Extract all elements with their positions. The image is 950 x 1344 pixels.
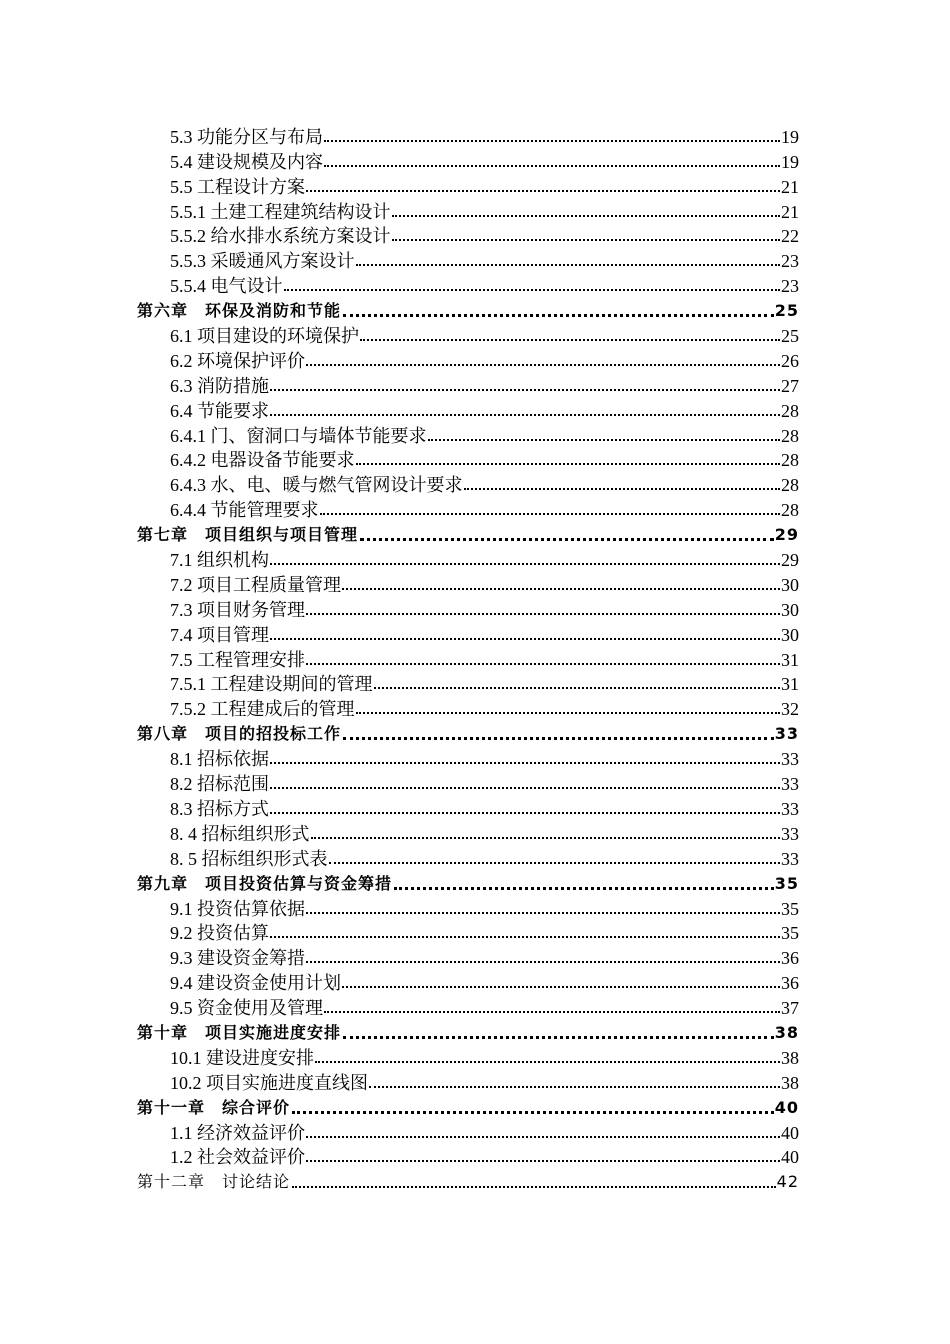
toc-entry-page-number: 30	[781, 624, 799, 645]
toc-entry-page-number: 35	[781, 898, 799, 919]
toc-entry-page-number: 19	[781, 126, 799, 147]
toc-entry-title: 第七章 项目组织与项目管理	[137, 525, 359, 545]
toc-entry-title: 9.4 建设资金使用计划	[170, 973, 341, 994]
toc-entry-title: 7.2 项目工程质量管理	[170, 574, 341, 595]
toc-entry-title: 9.5 资金使用及管理	[170, 998, 323, 1019]
toc-section-entry[interactable]	[137, 423, 799, 448]
toc-section-entry[interactable]	[137, 273, 799, 298]
toc-entry-page-number: 35	[781, 923, 799, 944]
dot-leader	[306, 1136, 780, 1138]
dot-leader	[392, 215, 781, 217]
toc-entry-title: 7.4 项目管理	[170, 624, 269, 645]
toc-section-entry[interactable]	[137, 746, 799, 771]
dot-leader	[369, 1086, 780, 1088]
toc-entry-page-number: 38	[781, 1047, 799, 1068]
toc-entry-page-number: 40	[781, 1147, 799, 1168]
dot-leader	[270, 787, 780, 789]
toc-section-entry[interactable]	[137, 497, 799, 522]
toc-entry-page-number: 40	[781, 1122, 799, 1143]
toc-entry-page-number: 28	[781, 450, 799, 471]
toc-section-entry[interactable]	[137, 248, 799, 273]
toc-entry-title: 5.5.3 采暖通风方案设计	[170, 251, 355, 272]
toc-entry-title: 第十章 项目实施进度安排	[137, 1022, 342, 1042]
toc-chapter-entry[interactable]	[137, 721, 799, 746]
dot-leader	[343, 1036, 774, 1039]
toc-entry-page-number: 23	[781, 276, 799, 297]
dot-leader	[270, 389, 780, 391]
dot-leader	[311, 837, 781, 839]
dot-leader	[270, 414, 780, 416]
toc-entry-page-number: 30	[781, 574, 799, 595]
toc-entry-page-number: 30	[781, 599, 799, 620]
toc-section-entry[interactable]	[137, 398, 799, 423]
toc-entry-title: 7.5.2 工程建成后的管理	[170, 699, 355, 720]
toc-entry-page-number: 23	[781, 251, 799, 272]
dot-leader	[392, 239, 781, 241]
toc-section-entry[interactable]	[137, 174, 799, 199]
toc-entry-page-number: 31	[781, 649, 799, 670]
dot-leader	[320, 513, 781, 515]
toc-section-entry[interactable]	[137, 945, 799, 970]
toc-entry-title: 6.1 项目建设的环境保护	[170, 326, 359, 347]
toc-entry-title: 7.3 项目财务管理	[170, 599, 305, 620]
dot-leader	[343, 314, 774, 317]
toc-entry-title: 7.5.1 工程建设期间的管理	[170, 674, 373, 695]
toc-entry-page-number: 33	[781, 848, 799, 869]
toc-entry-title: 7.1 组织机构	[170, 550, 269, 571]
dot-leader	[342, 588, 780, 590]
toc-entry-title: 9.3 建设资金筹措	[170, 948, 305, 969]
toc-entry-title: 1.1 经济效益评价	[170, 1122, 305, 1143]
toc-entry-page-number: 25	[781, 326, 799, 347]
toc-entry-page-number: 33	[781, 798, 799, 819]
toc-entry-page-number: 33	[781, 823, 799, 844]
toc-entry-title: 6.4.1 门、窗洞口与墙体节能要求	[170, 425, 427, 446]
toc-section-entry[interactable]	[137, 995, 799, 1020]
toc-section-entry[interactable]	[137, 448, 799, 473]
dot-leader	[464, 488, 781, 490]
toc-entry-page-number: 33	[781, 774, 799, 795]
dot-leader	[329, 862, 781, 864]
toc-entry-page-number: 28	[781, 500, 799, 521]
toc-section-entry[interactable]	[137, 970, 799, 995]
toc-entry-title: 6.4.3 水、电、暖与燃气管网设计要求	[170, 475, 463, 496]
toc-entry-title: 第九章 项目投资估算与资金筹措	[137, 873, 393, 893]
toc-section-entry[interactable]	[137, 348, 799, 373]
toc-entry-page-number: 40	[774, 1097, 799, 1117]
toc-entry-title: 5.3 功能分区与布局	[170, 126, 323, 147]
dot-leader	[306, 190, 780, 192]
toc-section-entry[interactable]	[137, 323, 799, 348]
dot-leader	[356, 264, 781, 266]
toc-section-entry[interactable]	[137, 796, 799, 821]
toc-chapter-entry[interactable]	[137, 298, 799, 323]
dot-leader	[292, 1186, 776, 1188]
dot-leader	[315, 1061, 780, 1063]
toc-entry-page-number: 27	[781, 375, 799, 396]
toc-entry-page-number: 36	[781, 973, 799, 994]
toc-section-entry[interactable]	[137, 373, 799, 398]
dot-leader	[270, 812, 780, 814]
toc-entry-title: 9.2 投资估算	[170, 923, 269, 944]
toc-section-entry[interactable]	[137, 1120, 799, 1145]
toc-section-entry[interactable]	[137, 896, 799, 921]
toc-entry-title: 8.1 招标依据	[170, 749, 269, 770]
toc-entry-page-number: 42	[776, 1172, 799, 1192]
toc-entry-page-number: 29	[774, 525, 799, 545]
toc-entry-title: 6.2 环境保护评价	[170, 350, 305, 371]
toc-entry-page-number: 28	[781, 475, 799, 496]
toc-section-entry[interactable]	[137, 771, 799, 796]
dot-leader	[356, 463, 781, 465]
toc-entry-title: 6.4 节能要求	[170, 400, 269, 421]
dot-leader	[356, 712, 781, 714]
toc-entry-title: 8.3 招标方式	[170, 798, 269, 819]
toc-entry-page-number: 26	[781, 350, 799, 371]
toc-entry-page-number: 33	[781, 749, 799, 770]
toc-section-entry[interactable]	[137, 547, 799, 572]
toc-entry-title: 1.2 社会效益评价	[170, 1147, 305, 1168]
toc-section-entry[interactable]	[137, 224, 799, 249]
toc-section-entry[interactable]	[137, 199, 799, 224]
toc-entry-page-number: 33	[774, 724, 799, 744]
toc-entry-page-number: 32	[781, 699, 799, 720]
toc-section-entry[interactable]	[137, 921, 799, 946]
dot-leader	[306, 364, 780, 366]
toc-entry-title: 8. 4 招标组织形式	[170, 823, 310, 844]
toc-entry-title: 5.4 建设规模及内容	[170, 151, 323, 172]
toc-section-entry[interactable]	[137, 472, 799, 497]
toc-section-entry[interactable]	[137, 1045, 799, 1070]
dot-leader	[270, 563, 780, 565]
toc-entry-page-number: 19	[781, 151, 799, 172]
toc-entry-page-number: 38	[781, 1072, 799, 1093]
toc-chapter-entry[interactable]	[137, 1020, 799, 1045]
toc-section-entry[interactable]	[137, 1070, 799, 1095]
dot-leader	[306, 912, 780, 914]
toc-entry-page-number: 31	[781, 674, 799, 695]
dot-leader	[342, 986, 780, 988]
toc-chapter-entry[interactable]	[137, 522, 799, 547]
toc-entry-title: 5.5.4 电气设计	[170, 276, 283, 297]
toc-entry-title: 10.2 项目实施进度直线图	[170, 1072, 368, 1093]
dot-leader	[306, 961, 780, 963]
toc-entry-page-number: 37	[781, 998, 799, 1019]
toc-entry-page-number: 29	[781, 550, 799, 571]
toc-entry-title: 6.4.4 节能管理要求	[170, 500, 319, 521]
dot-leader	[270, 762, 780, 764]
toc-chapter-entry[interactable]	[137, 1095, 799, 1120]
toc-entry-title: 7.5 工程管理安排	[170, 649, 305, 670]
dot-leader	[374, 687, 781, 689]
toc-section-entry[interactable]	[137, 124, 799, 149]
dot-leader	[360, 538, 774, 541]
dot-leader	[394, 887, 774, 890]
toc-entry-title: 8. 5 招标组织形式表	[170, 848, 328, 869]
toc-section-entry[interactable]	[137, 821, 799, 846]
dot-leader	[324, 1011, 780, 1013]
toc-entry-title: 10.1 建设进度安排	[170, 1047, 314, 1068]
toc-entry-title: 5.5.1 土建工程建筑结构设计	[170, 201, 391, 222]
toc-entry-title: 5.5.2 给水排水系统方案设计	[170, 226, 391, 247]
dot-leader	[324, 165, 780, 167]
toc-section-entry[interactable]	[137, 1145, 799, 1170]
toc-entry-page-number: 21	[781, 201, 799, 222]
toc-entry-title: 第八章 项目的招投标工作	[137, 724, 342, 744]
toc-section-entry[interactable]	[137, 696, 799, 721]
toc-chapter-entry[interactable]	[137, 871, 799, 896]
toc-section-entry[interactable]	[137, 622, 799, 647]
toc-entry-title: 第十二章 讨论结论	[137, 1172, 291, 1192]
toc-section-entry[interactable]	[137, 846, 799, 871]
dot-leader	[306, 663, 780, 665]
dot-leader	[306, 613, 780, 615]
toc-entry-page-number: 22	[781, 226, 799, 247]
toc-entry-title: 第十一章 综合评价	[137, 1097, 291, 1117]
toc-entry-page-number: 25	[774, 301, 799, 321]
toc-entry-page-number: 36	[781, 948, 799, 969]
toc-entry-page-number: 28	[781, 425, 799, 446]
table-of-contents	[137, 124, 799, 1194]
toc-entry-page-number: 28	[781, 400, 799, 421]
dot-leader	[270, 638, 780, 640]
dot-leader	[270, 936, 780, 938]
toc-entry-title: 8.2 招标范围	[170, 774, 269, 795]
toc-section-entry[interactable]	[137, 597, 799, 622]
toc-entry-title: 5.5 工程设计方案	[170, 176, 305, 197]
toc-entry-page-number: 35	[774, 873, 799, 893]
toc-chapter-entry[interactable]	[137, 1169, 799, 1194]
dot-leader	[343, 737, 774, 740]
toc-entry-title: 9.1 投资估算依据	[170, 898, 305, 919]
toc-section-entry[interactable]	[137, 149, 799, 174]
toc-section-entry[interactable]	[137, 672, 799, 697]
toc-entry-page-number: 38	[774, 1022, 799, 1042]
dot-leader	[292, 1111, 774, 1114]
toc-entry-title: 第六章 环保及消防和节能	[137, 301, 342, 321]
toc-entry-page-number: 21	[781, 176, 799, 197]
dot-leader	[306, 1160, 780, 1162]
dot-leader	[284, 289, 781, 291]
dot-leader	[324, 140, 780, 142]
toc-section-entry[interactable]	[137, 647, 799, 672]
toc-entry-title: 6.3 消防措施	[170, 375, 269, 396]
dot-leader	[360, 339, 780, 341]
dot-leader	[428, 439, 781, 441]
toc-entry-title: 6.4.2 电器设备节能要求	[170, 450, 355, 471]
toc-section-entry[interactable]	[137, 572, 799, 597]
